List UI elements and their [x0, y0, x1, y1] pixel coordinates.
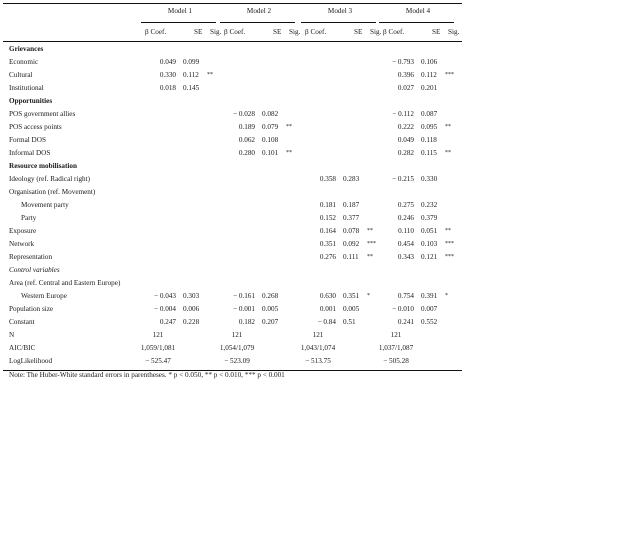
- fit-value: 1,054/1,079: [219, 344, 255, 352]
- sig-stars: **: [207, 72, 213, 78]
- model-cmidrule: [141, 22, 216, 23]
- fit-value: − 523.09: [224, 357, 250, 365]
- coef-value: − 0.215: [391, 175, 414, 183]
- model-cmidrule: [220, 22, 295, 23]
- se-value: 0.391: [421, 292, 438, 300]
- coef-value: 0.358: [319, 175, 336, 183]
- coef-value: − 0.028: [232, 110, 255, 118]
- fit-value: − 513.75: [305, 357, 331, 365]
- table-row: [3, 162, 462, 175]
- sig-stars: ***: [445, 72, 454, 78]
- se-value: 0.121: [421, 253, 438, 261]
- se-value: 0.112: [421, 71, 437, 79]
- se-value: 0.51: [343, 318, 356, 326]
- coef-value: − 0.004: [153, 305, 176, 313]
- se-value: 0.115: [421, 149, 437, 157]
- se-value: 0.078: [343, 227, 360, 235]
- coef-value: 0.351: [319, 240, 336, 248]
- row-label: Western Europe: [21, 292, 67, 300]
- se-value: 0.268: [262, 292, 279, 300]
- table-row: [3, 110, 462, 123]
- se-value: 0.099: [183, 58, 200, 66]
- se-value: 0.007: [421, 305, 438, 313]
- table-row: [3, 318, 462, 331]
- coef-value: 0.152: [319, 214, 336, 222]
- fit-value: 1,043/1,074: [300, 344, 336, 352]
- table-row: [3, 214, 462, 227]
- coef-value: 0.275: [397, 201, 414, 209]
- sig-stars: **: [445, 228, 451, 234]
- fit-value: 121: [231, 331, 243, 339]
- row-label: Formal DOS: [9, 136, 46, 144]
- coef-value: 0.330: [159, 71, 176, 79]
- coef-header: β Coef.: [305, 28, 327, 36]
- row-label: LogLikelihood: [9, 357, 53, 365]
- row-label: POS government allies: [9, 110, 76, 118]
- table-row: [3, 279, 462, 292]
- sig-stars: **: [286, 150, 292, 156]
- coef-header: β Coef.: [224, 28, 246, 36]
- se-value: 0.283: [343, 175, 360, 183]
- coef-value: 0.062: [238, 136, 255, 144]
- table-row: [3, 84, 462, 97]
- se-header: SE: [273, 28, 282, 36]
- row-label: Exposure: [9, 227, 37, 235]
- coef-value: 0.018: [159, 84, 176, 92]
- coef-value: 0.754: [397, 292, 414, 300]
- table-row: [3, 253, 462, 266]
- se-header: SE: [194, 28, 203, 36]
- se-value: 0.207: [262, 318, 279, 326]
- coef-value: 0.181: [319, 201, 336, 209]
- row-label: Area (ref. Central and Eastern Europe): [9, 279, 121, 287]
- row-label: Informal DOS: [9, 149, 51, 157]
- se-value: 0.187: [343, 201, 360, 209]
- table-row: [3, 71, 462, 84]
- se-value: 0.082: [262, 110, 279, 118]
- model-header-2: Model 2: [246, 7, 272, 15]
- coef-value: − 0.793: [391, 58, 414, 66]
- table-row: [3, 227, 462, 240]
- se-value: 0.377: [343, 214, 360, 222]
- coef-value: 0.182: [238, 318, 255, 326]
- fit-value: − 505.28: [383, 357, 409, 365]
- coef-value: 0.343: [397, 253, 414, 261]
- coef-value: 0.247: [159, 318, 176, 326]
- coef-value: − 0.010: [391, 305, 414, 313]
- row-label: Party: [21, 214, 37, 222]
- se-value: 0.087: [421, 110, 438, 118]
- row-label: Cultural: [9, 71, 33, 79]
- table-note: Note: The Huber-White standard errors in parentheses. * p < 0.050, ** p < 0.010, *** p < 0.001: [9, 371, 285, 379]
- table-row: [3, 175, 462, 188]
- se-value: 0.006: [183, 305, 200, 313]
- coef-value: 0.241: [397, 318, 414, 326]
- model-header-1: Model 1: [167, 7, 193, 15]
- sig-header: Sig.: [289, 28, 301, 36]
- row-label: AIC/BIC: [9, 344, 36, 352]
- table-row: [3, 58, 462, 71]
- sig-stars: **: [367, 254, 373, 260]
- row-label: N: [9, 331, 15, 339]
- header-rule: [3, 41, 462, 42]
- sig-stars: *: [367, 293, 370, 299]
- row-label: POS access points: [9, 123, 62, 131]
- table-row: [3, 188, 462, 201]
- row-label: Grievances: [9, 45, 44, 53]
- sig-stars: ***: [445, 254, 454, 260]
- coef-value: − 0.001: [232, 305, 255, 313]
- se-header: SE: [432, 28, 441, 36]
- se-header: SE: [354, 28, 363, 36]
- coef-value: 0.630: [319, 292, 336, 300]
- coef-header: β Coef.: [383, 28, 405, 36]
- table-row: [3, 305, 462, 318]
- coef-value: 0.049: [159, 58, 176, 66]
- se-value: 0.201: [421, 84, 438, 92]
- se-value: 0.005: [262, 305, 279, 313]
- row-label: Ideology (ref. Radical right): [9, 175, 91, 183]
- se-value: 0.108: [262, 136, 279, 144]
- coef-value: − 0.161: [232, 292, 255, 300]
- sig-stars: ***: [445, 241, 454, 247]
- row-label: Constant: [9, 318, 35, 326]
- coef-value: 0.246: [397, 214, 414, 222]
- se-value: 0.092: [343, 240, 360, 248]
- se-value: 0.106: [421, 58, 438, 66]
- model-header-3: Model 3: [327, 7, 353, 15]
- table-row: [3, 292, 462, 305]
- se-value: 0.103: [421, 240, 438, 248]
- sig-header: Sig.: [370, 28, 382, 36]
- fit-row: [3, 357, 462, 370]
- row-label: Representation: [9, 253, 53, 261]
- se-value: 0.112: [183, 71, 199, 79]
- se-value: 0.351: [343, 292, 360, 300]
- fit-row: [3, 331, 462, 344]
- se-value: 0.111: [343, 253, 359, 261]
- se-value: 0.095: [421, 123, 438, 131]
- model-cmidrule: [379, 22, 454, 23]
- table-row: [3, 201, 462, 214]
- fit-value: − 525.47: [145, 357, 171, 365]
- se-value: 0.051: [421, 227, 438, 235]
- table-row: [3, 123, 462, 136]
- se-value: 0.330: [421, 175, 438, 183]
- sig-header: Sig.: [448, 28, 460, 36]
- row-label: Resource mobilisation: [9, 162, 77, 170]
- coef-value: 0.276: [319, 253, 336, 261]
- sig-stars: ***: [367, 241, 376, 247]
- se-value: 0.552: [421, 318, 438, 326]
- row-label: Institutional: [9, 84, 44, 92]
- sig-stars: *: [445, 293, 448, 299]
- coef-value: − 0.84: [317, 318, 336, 326]
- table-row: [3, 45, 462, 58]
- se-value: 0.303: [183, 292, 200, 300]
- table-row: [3, 266, 462, 279]
- se-value: 0.228: [183, 318, 200, 326]
- row-label: Population size: [9, 305, 54, 313]
- fit-value: 121: [312, 331, 324, 339]
- coef-value: 0.189: [238, 123, 255, 131]
- coef-value: 0.280: [238, 149, 255, 157]
- se-value: 0.101: [262, 149, 279, 157]
- sig-stars: **: [445, 150, 451, 156]
- row-label: Network: [9, 240, 35, 248]
- sig-stars: **: [445, 124, 451, 130]
- top-rule: [3, 3, 462, 4]
- sig-header: Sig.: [210, 28, 222, 36]
- se-value: 0.005: [343, 305, 360, 313]
- fit-value: 121: [152, 331, 164, 339]
- row-label: Opportunities: [9, 97, 53, 105]
- row-label: Control variables: [9, 266, 60, 274]
- sig-stars: **: [367, 228, 373, 234]
- model-cmidrule: [301, 22, 376, 23]
- fit-value: 121: [390, 331, 402, 339]
- table-row: [3, 149, 462, 162]
- table-row: [3, 240, 462, 253]
- fit-value: 1,037/1,087: [378, 344, 414, 352]
- coef-value: 0.164: [319, 227, 336, 235]
- coef-value: 0.282: [397, 149, 414, 157]
- se-value: 0.145: [183, 84, 200, 92]
- coef-value: 0.222: [397, 123, 414, 131]
- table-row: [3, 97, 462, 110]
- coef-value: 0.110: [398, 227, 414, 235]
- coef-value: − 0.112: [392, 110, 414, 118]
- coef-value: 0.396: [397, 71, 414, 79]
- sig-stars: **: [286, 124, 292, 130]
- se-value: 0.379: [421, 214, 438, 222]
- row-label: Organisation (ref. Movement): [9, 188, 96, 196]
- coef-value: 0.001: [319, 305, 336, 313]
- se-value: 0.232: [421, 201, 438, 209]
- fit-row: [3, 344, 462, 357]
- row-label: Movement party: [21, 201, 69, 209]
- fit-value: 1,059/1,081: [140, 344, 176, 352]
- coef-value: − 0.043: [153, 292, 176, 300]
- coef-header: β Coef.: [145, 28, 167, 36]
- se-value: 0.079: [262, 123, 279, 131]
- table-row: [3, 136, 462, 149]
- coef-value: 0.454: [397, 240, 414, 248]
- row-label: Economic: [9, 58, 39, 66]
- coef-value: 0.049: [397, 136, 414, 144]
- coef-value: 0.027: [397, 84, 414, 92]
- model-header-4: Model 4: [405, 7, 431, 15]
- se-value: 0.118: [421, 136, 437, 144]
